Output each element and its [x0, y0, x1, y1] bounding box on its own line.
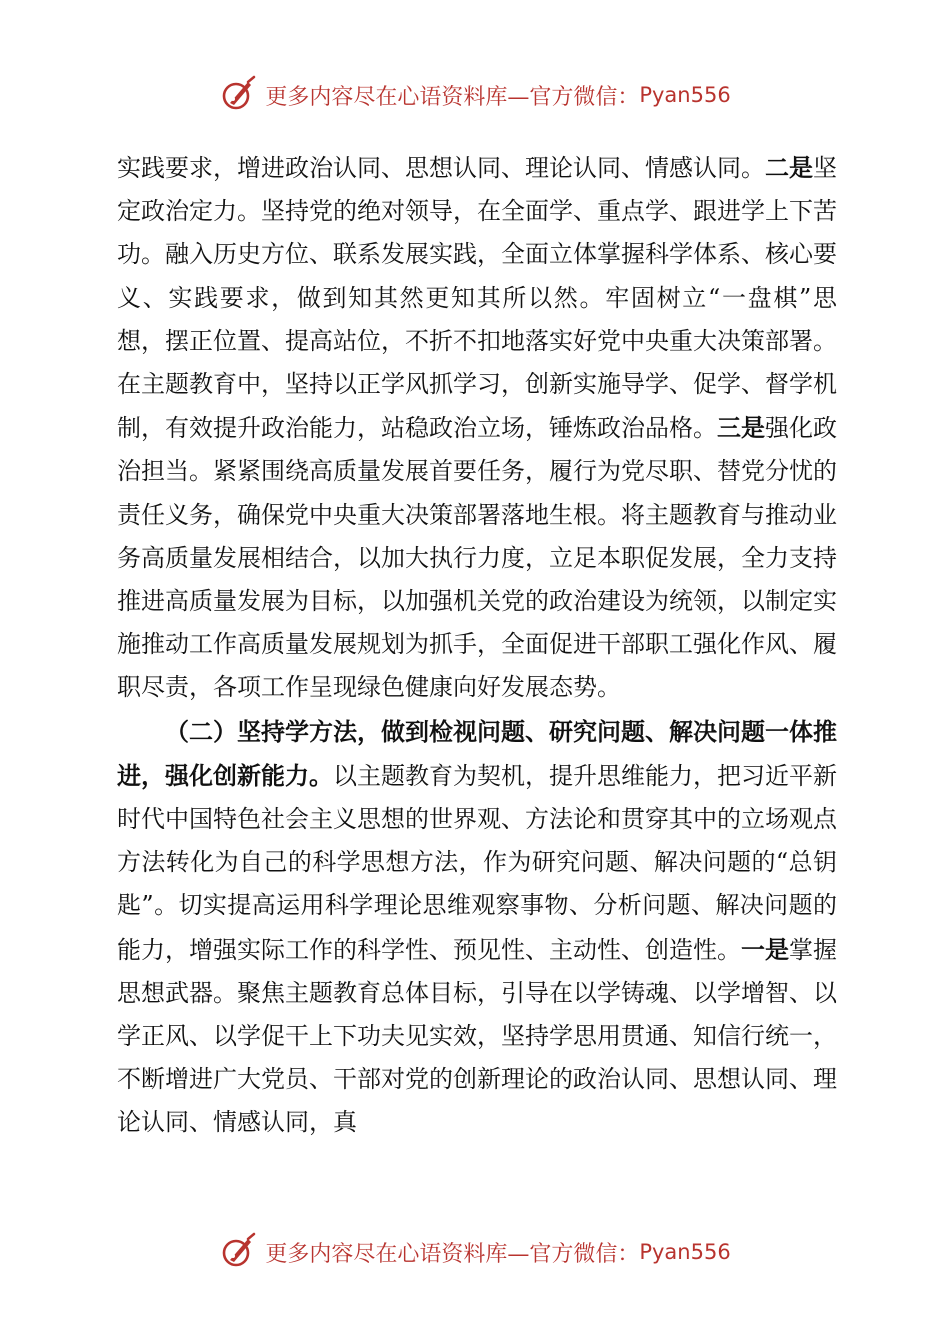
bold-marker: 三是: [717, 413, 765, 443]
watermark-header: [0, 73, 950, 117]
bold-marker: 一是: [741, 934, 789, 964]
text-segment: 实践要求，增进政治认同、思想认同、理论认同、情感认同。: [117, 154, 765, 182]
quill-logo-icon: [219, 75, 259, 115]
paragraph-1: [117, 146, 837, 710]
watermark-text: 更多内容尽在心语资料库—官方微信：: [265, 1241, 640, 1267]
paragraph-2: [117, 710, 837, 1145]
watermark-text: 更多内容尽在心语资料库—官方微信：: [265, 84, 640, 110]
watermark-handle: Pyan556: [639, 83, 731, 107]
quill-logo-icon: [219, 1232, 259, 1272]
text-segment: 以主题教育为契机，提升思维能力，把习近平新时代中国特色社会主义思想的世界观、方法论和贯穿其中的立场观点方法转化为自己的科学思想方法，作为研究问题、解决问题的“总钥匙”。切实提高运用科学理论思维观察事物、分析问题、解决问题的能力，增强实际工作的科学性、预见性、主动性、创造性。: [117, 761, 837, 964]
bold-marker: 二是: [765, 153, 813, 182]
section-heading: （二）坚持学方法，做到检视问题、研究问题、解决问题一体推进，强化创新能力。: [117, 716, 837, 790]
watermark-handle: Pyan556: [639, 1240, 731, 1264]
text-segment: 掌握思想武器。聚焦主题教育总体目标，引导在以学铸魂、以学增智、以学正风、以学促干上下功夫见实效，坚持学思用贯通、知信行统一，不断增进广大党员、干部对党的创新理论的政治认同、思想认同、理论认同、情感认同，真: [117, 935, 837, 1137]
text-segment: 强化政治担当。紧紧围绕高质量发展首要任务，履行为党尽职、替党分忧的责任义务，确保党中央重大决策部署落地生根。将主题教育与推动业务高质量发展相结合，以加大执行力度，立足本职促发展，全力支持推进高质量发展为目标，以加强机关党的政治建设为统领，以制定实施推动工作高质量发展规划为抓手，全面促进干部职工强化作风、履职尽责，各项工作呈现绿色健康向好发展态势。: [117, 414, 837, 702]
text-segment: 坚定政治定力。坚持党的绝对领导，在全面学、重点学、跟进学上下苦功。融入历史方位、联系发展实践，全面立体掌握科学体系、核心要义、实践要求，做到知其然更知其所以然。牢固树立“一盘棋”思想，摆正位置、提高站位，不折不扣地落实好党中央重大决策部署。在主题教育中，坚持以正学风抓学习，创新实施导学、促学、督学机制，有效提升政治能力，站稳政治立场，锤炼政治品格。: [117, 154, 837, 443]
document-body: [117, 146, 837, 1145]
watermark-footer: [0, 1230, 950, 1274]
